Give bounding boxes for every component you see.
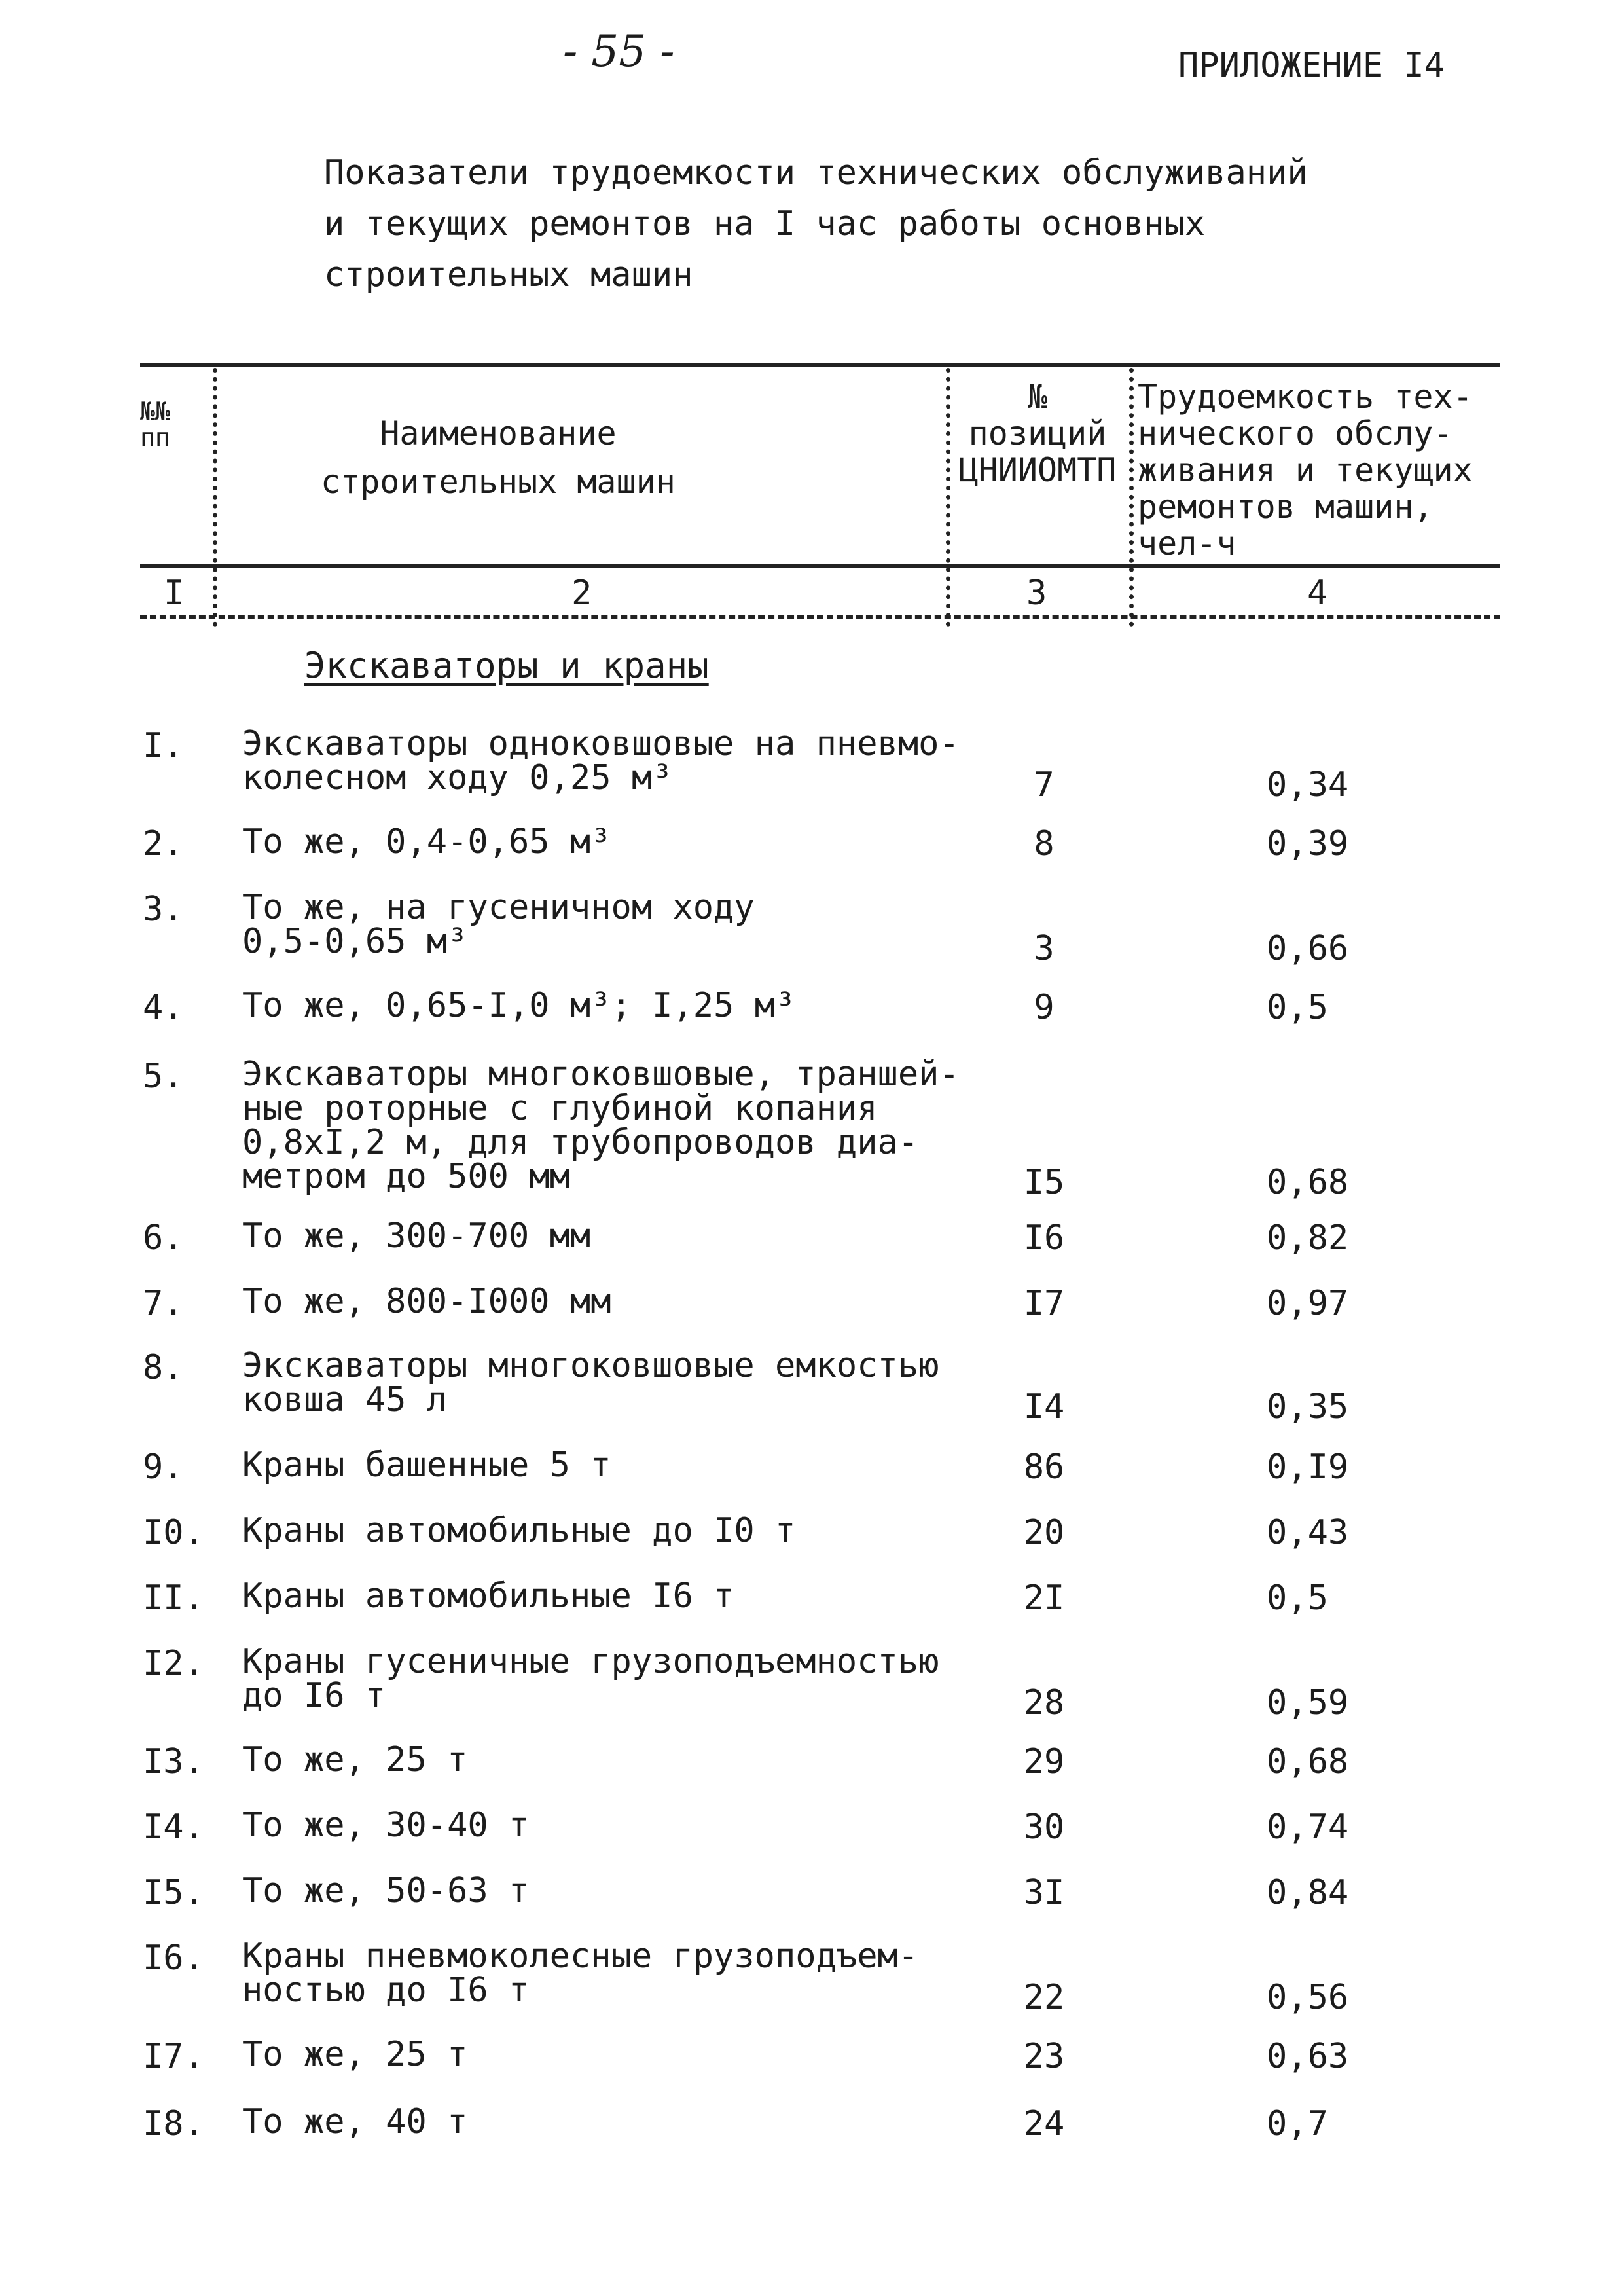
- column-number-4: 4: [1307, 574, 1328, 613]
- machine-name: То же, 30-40 т: [242, 1806, 530, 1845]
- table-row: [0, 890, 1624, 968]
- machine-name: Краны автомобильные до I0 т: [242, 1511, 796, 1550]
- labor-value: 0,35: [1267, 1387, 1349, 1427]
- table-row: [0, 724, 1624, 805]
- document-title: Показатели трудоемкости технических обслуживаний и текущих ремонтов на I час работы основных строительных машин: [324, 153, 1308, 295]
- labor-value: 0,5: [1267, 1578, 1328, 1618]
- machine-name: Краны башенные 5 т: [242, 1446, 611, 1485]
- machine-name: Экскаваторы многоковшовые, траншей- ные роторные с глубиной копания 0,8хI,2 м, для трубопроводов диа- метром до 500 мм: [242, 1055, 960, 1196]
- table-row: [0, 1939, 1624, 2016]
- labor-value: 0,84: [1267, 1873, 1349, 1912]
- machine-name: То же, 0,4-0,65 м³: [242, 822, 611, 862]
- labor-value: 0,66: [1267, 929, 1349, 968]
- position-number: 23: [1023, 2037, 1065, 2076]
- labor-value: 0,39: [1267, 824, 1349, 864]
- labor-value: 0,82: [1267, 1218, 1349, 1258]
- position-number: I5: [1023, 1163, 1065, 1202]
- table-row: [0, 2037, 1624, 2075]
- table-row: [0, 986, 1624, 1027]
- row-number: II.: [143, 1578, 204, 1618]
- column-number-3: 3: [1026, 574, 1047, 613]
- row-number: I8.: [143, 2104, 204, 2143]
- row-number: I3.: [143, 1742, 204, 1781]
- table-row: [0, 1576, 1624, 1618]
- machine-name: То же, 25 т: [242, 1740, 468, 1779]
- header-machine-name: Наименование строительных машин: [321, 414, 676, 501]
- column-divider-1: [213, 368, 217, 627]
- labor-value: 0,68: [1267, 1163, 1349, 1202]
- position-number: 8: [1034, 824, 1055, 864]
- machine-name: То же, 0,65-I,0 м³; I,25 м³: [242, 986, 796, 1025]
- labor-value: 0,7: [1267, 2104, 1328, 2143]
- position-number: 3: [1034, 929, 1055, 968]
- position-number: I7: [1023, 1284, 1065, 1323]
- table-row: [0, 1448, 1624, 1486]
- table-row: [0, 1511, 1624, 1552]
- header-bottom-rule: [140, 564, 1500, 568]
- row-number: 2.: [143, 824, 184, 864]
- row-number: 5.: [143, 1057, 184, 1096]
- row-number: I5.: [143, 1873, 204, 1912]
- machine-name: Краны автомобильные I6 т: [242, 1576, 734, 1616]
- labor-value: 0,74: [1267, 1808, 1349, 1847]
- header-labor-intensity: Трудоемкость тех- нического обслу- живания и текущих ремонтов машин, чел-ч: [1138, 378, 1473, 562]
- row-number: I6.: [143, 1939, 204, 1978]
- row-number: 9.: [143, 1448, 184, 1487]
- labor-value: 0,I9: [1267, 1448, 1349, 1487]
- machine-name: То же, 300-700 мм: [242, 1216, 591, 1256]
- position-number: I6: [1023, 1218, 1065, 1258]
- machine-name: Краны пневмоколесные грузоподъем- ностью до I6 т: [242, 1937, 919, 2010]
- labor-value: 0,97: [1267, 1284, 1349, 1323]
- table-row: [0, 1740, 1624, 1781]
- machine-name: Краны гусеничные грузоподъемностью до I6 т: [242, 1642, 939, 1715]
- position-number: 29: [1023, 1742, 1065, 1781]
- table-row: [0, 1808, 1624, 1846]
- row-number: I2.: [143, 1644, 204, 1683]
- table-row: [0, 1346, 1624, 1427]
- appendix-label: ПРИЛОЖЕНИЕ I4: [1178, 46, 1445, 85]
- table-row: [0, 822, 1624, 864]
- machine-name: То же, 50-63 т: [242, 1871, 530, 1910]
- column-divider-2: [946, 368, 950, 627]
- position-number: 7: [1034, 765, 1055, 805]
- table-row: [0, 1871, 1624, 1912]
- position-number: I4: [1023, 1387, 1065, 1427]
- position-number: 3I: [1023, 1873, 1065, 1912]
- table-row: [0, 1057, 1624, 1201]
- row-number: 8.: [143, 1348, 184, 1387]
- table-row: [0, 2102, 1624, 2143]
- row-number: I.: [143, 726, 184, 765]
- row-number: I0.: [143, 1513, 204, 1552]
- position-number: 28: [1023, 1683, 1065, 1722]
- machine-name: То же, на гусеничном ходу 0,5-0,65 м³: [242, 888, 755, 961]
- labor-value: 0,34: [1267, 765, 1349, 805]
- table-row: [0, 1216, 1624, 1258]
- labor-value: 0,5: [1267, 988, 1328, 1027]
- machine-name: То же, 40 т: [242, 2102, 468, 2141]
- machine-name: То же, 25 т: [242, 2035, 468, 2074]
- position-number: 30: [1023, 1808, 1065, 1847]
- table-row: [0, 1282, 1624, 1323]
- position-number: 24: [1023, 2104, 1065, 2143]
- row-number: 3.: [143, 890, 184, 929]
- page-number: - 55 -: [563, 26, 675, 77]
- machine-name: Экскаваторы одноковшовые на пневмо- колесном ходу 0,25 м³: [242, 724, 960, 797]
- labor-value: 0,43: [1267, 1513, 1349, 1552]
- labor-value: 0,59: [1267, 1683, 1349, 1722]
- machine-name: То же, 800-I000 мм: [242, 1282, 611, 1321]
- row-number: I7.: [143, 2037, 204, 2076]
- row-number: 7.: [143, 1284, 184, 1323]
- position-number: 20: [1023, 1513, 1065, 1552]
- row-number: 6.: [143, 1218, 184, 1258]
- column-number-1: I: [164, 574, 185, 613]
- labor-value: 0,56: [1267, 1978, 1349, 2017]
- labor-value: 0,68: [1267, 1742, 1349, 1781]
- column-divider-3: [1129, 368, 1134, 627]
- table-row: [0, 1642, 1624, 1722]
- position-number: 22: [1023, 1978, 1065, 2017]
- position-number: 9: [1034, 988, 1055, 1027]
- row-number: I4.: [143, 1808, 204, 1847]
- machine-name: Экскаваторы многоковшовые емкостью ковша 45 л: [242, 1346, 939, 1419]
- labor-value: 0,63: [1267, 2037, 1349, 2076]
- position-number: 2I: [1023, 1578, 1065, 1618]
- column-number-2: 2: [571, 574, 592, 613]
- section-title: Экскаваторы и краны: [304, 645, 709, 686]
- table-top-rule: [140, 363, 1500, 367]
- header-position: № позиций ЦНИИОМТП: [958, 378, 1117, 489]
- position-number: 86: [1023, 1448, 1065, 1487]
- column-number-rule: [140, 615, 1500, 619]
- row-number: 4.: [143, 988, 184, 1027]
- header-number: №№ пп: [140, 397, 170, 452]
